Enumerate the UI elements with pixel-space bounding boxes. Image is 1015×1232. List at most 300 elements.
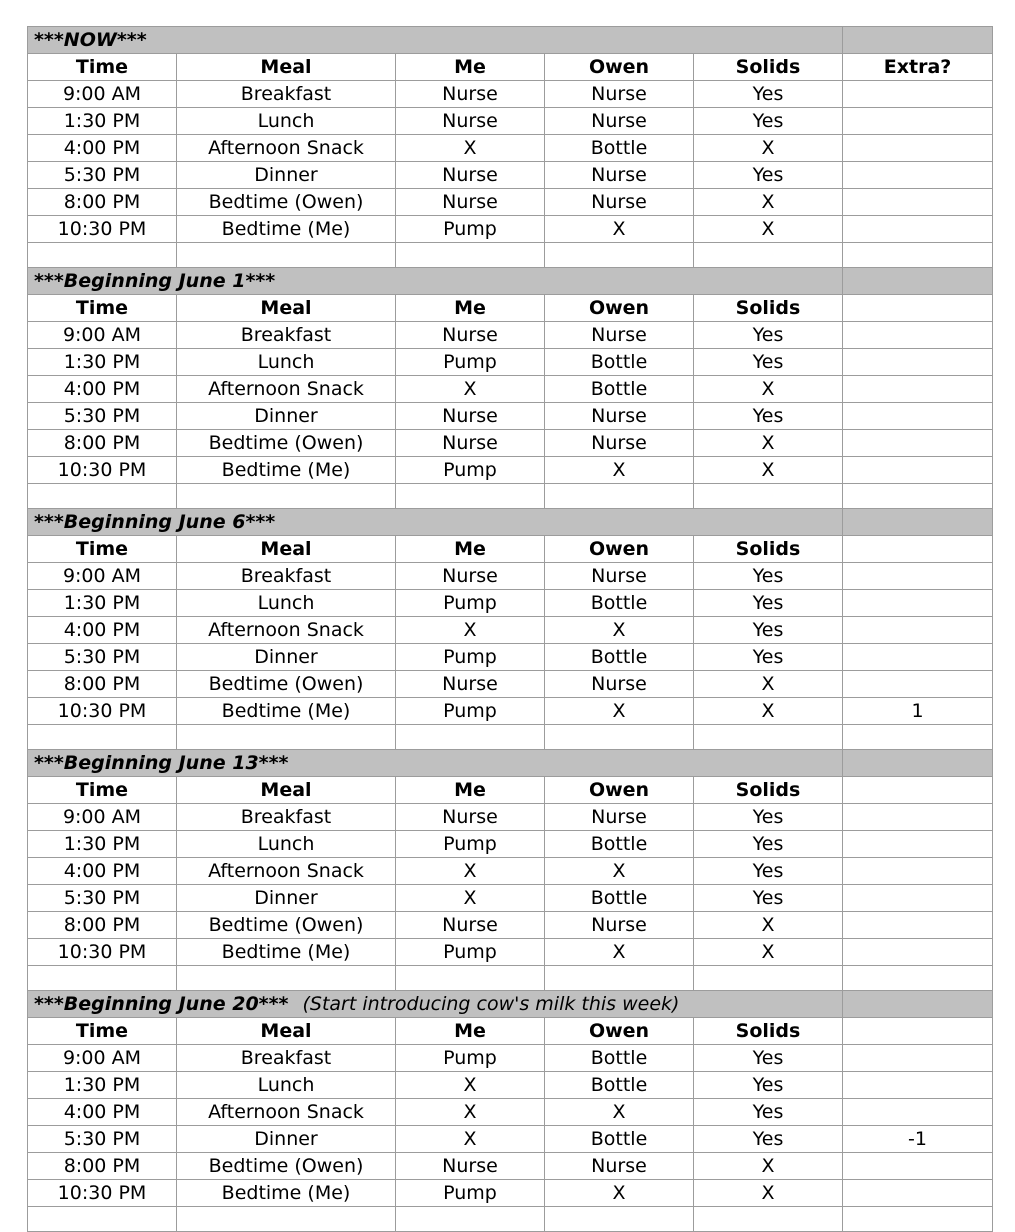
table-cell: Bedtime (Me) [177, 216, 396, 243]
table-cell: Yes [694, 81, 843, 108]
table-cell: 10:30 PM [28, 1180, 177, 1207]
table-cell: X [694, 912, 843, 939]
table-cell: Nurse [545, 189, 694, 216]
blank-cell [396, 484, 545, 509]
section-title-row [28, 27, 993, 54]
column-header: Solids [694, 295, 843, 322]
table-cell: Yes [694, 831, 843, 858]
table-cell: Yes [694, 108, 843, 135]
table-cell [843, 804, 993, 831]
table-cell: Yes [694, 1072, 843, 1099]
table-cell: Dinner [177, 162, 396, 189]
table-cell: 1:30 PM [28, 831, 177, 858]
table-cell: Bedtime (Owen) [177, 1153, 396, 1180]
table-cell: 5:30 PM [28, 1126, 177, 1153]
table-cell: Dinner [177, 885, 396, 912]
table-row [28, 563, 993, 590]
table-cell: Yes [694, 1126, 843, 1153]
section-title-text: ***Beginning June 1*** [34, 270, 276, 292]
table-cell: Nurse [545, 81, 694, 108]
table-cell: Nurse [545, 671, 694, 698]
table-cell: Yes [694, 617, 843, 644]
column-header: Solids [694, 536, 843, 563]
table-cell [843, 108, 993, 135]
table-row [28, 376, 993, 403]
blank-cell [545, 484, 694, 509]
table-cell: Bedtime (Owen) [177, 671, 396, 698]
table-cell: X [694, 1153, 843, 1180]
table-cell: Nurse [545, 322, 694, 349]
blank-cell [28, 725, 177, 750]
column-header: Owen [545, 777, 694, 804]
table-cell: 4:00 PM [28, 135, 177, 162]
table-cell: Afternoon Snack [177, 858, 396, 885]
column-header: Meal [177, 54, 396, 81]
table-cell: Nurse [396, 81, 545, 108]
column-header: Me [396, 536, 545, 563]
blank-cell [396, 243, 545, 268]
table-cell [843, 671, 993, 698]
table-cell: Bottle [545, 885, 694, 912]
blank-cell [843, 1207, 993, 1232]
table-row [28, 858, 993, 885]
table-cell: X [545, 457, 694, 484]
column-header-row [28, 54, 993, 81]
table-cell: Yes [694, 804, 843, 831]
table-cell: Bottle [545, 376, 694, 403]
column-header: Time [28, 54, 177, 81]
table-cell: X [545, 617, 694, 644]
column-header: Time [28, 536, 177, 563]
blank-cell [177, 484, 396, 509]
table-cell: Nurse [545, 162, 694, 189]
section-title-blank-cell [843, 991, 993, 1018]
column-header [843, 295, 993, 322]
table-cell: Pump [396, 590, 545, 617]
table-cell: Bedtime (Owen) [177, 912, 396, 939]
table-cell: Breakfast [177, 322, 396, 349]
table-cell: Nurse [545, 108, 694, 135]
table-cell: Yes [694, 563, 843, 590]
table-cell: Pump [396, 1045, 545, 1072]
section-note: (Start introducing cow's milk this week) [302, 993, 680, 1015]
blank-cell [694, 1207, 843, 1232]
column-header [843, 777, 993, 804]
column-header-row [28, 777, 993, 804]
column-header [843, 536, 993, 563]
table-cell: Bottle [545, 590, 694, 617]
table-cell: Nurse [396, 189, 545, 216]
table-cell: X [396, 376, 545, 403]
table-cell: Dinner [177, 644, 396, 671]
table-cell: 8:00 PM [28, 912, 177, 939]
table-cell: Nurse [545, 804, 694, 831]
table-cell: Dinner [177, 403, 396, 430]
table-cell: 9:00 AM [28, 804, 177, 831]
table-cell: Yes [694, 322, 843, 349]
column-header-row [28, 1018, 993, 1045]
table-cell: Bedtime (Me) [177, 457, 396, 484]
table-row [28, 403, 993, 430]
blank-cell [694, 484, 843, 509]
table-cell: Bottle [545, 1045, 694, 1072]
table-cell: Yes [694, 644, 843, 671]
table-cell: Bottle [545, 1072, 694, 1099]
column-header: Owen [545, 295, 694, 322]
section-title-row [28, 268, 993, 295]
table-cell: Pump [396, 349, 545, 376]
column-header: Time [28, 1018, 177, 1045]
table-row [28, 590, 993, 617]
table-cell: Nurse [545, 1153, 694, 1180]
section-title [28, 268, 843, 295]
table-cell [843, 376, 993, 403]
table-cell: Pump [396, 457, 545, 484]
section-title-text: ***Beginning June 6*** [34, 511, 276, 533]
table-row [28, 1126, 993, 1153]
table-cell [843, 644, 993, 671]
table-cell: 1:30 PM [28, 1072, 177, 1099]
section-title-blank-cell [843, 268, 993, 295]
table-cell: Yes [694, 1099, 843, 1126]
table-cell: X [694, 216, 843, 243]
blank-cell [843, 484, 993, 509]
table-cell: Yes [694, 858, 843, 885]
table-row [28, 617, 993, 644]
blank-cell [28, 1207, 177, 1232]
table-cell: Yes [694, 349, 843, 376]
blank-cell [694, 966, 843, 991]
table-cell: Nurse [396, 403, 545, 430]
section-title-text: ***NOW*** [34, 29, 147, 51]
blank-cell [545, 966, 694, 991]
column-header [843, 1018, 993, 1045]
table-row [28, 162, 993, 189]
table-cell [843, 430, 993, 457]
table-cell: 4:00 PM [28, 858, 177, 885]
table-cell: Afternoon Snack [177, 617, 396, 644]
table-cell: Nurse [396, 108, 545, 135]
table-cell: X [545, 216, 694, 243]
table-row [28, 671, 993, 698]
blank-cell [545, 243, 694, 268]
section-title-row [28, 750, 993, 777]
table-cell: Yes [694, 1045, 843, 1072]
table-cell: X [545, 939, 694, 966]
table-cell: Bedtime (Me) [177, 1180, 396, 1207]
section-title-row [28, 991, 993, 1018]
table-cell: 5:30 PM [28, 885, 177, 912]
table-cell: X [396, 135, 545, 162]
table-cell: X [545, 1180, 694, 1207]
table-cell: 4:00 PM [28, 617, 177, 644]
table-cell [843, 1099, 993, 1126]
table-cell: Bottle [545, 644, 694, 671]
table-cell: Lunch [177, 108, 396, 135]
table-cell: Nurse [396, 671, 545, 698]
table-row [28, 831, 993, 858]
table-cell: X [694, 189, 843, 216]
table-cell [843, 403, 993, 430]
table-cell: X [545, 698, 694, 725]
table-cell: Nurse [396, 322, 545, 349]
table-cell: Pump [396, 939, 545, 966]
table-row [28, 430, 993, 457]
column-header: Me [396, 777, 545, 804]
column-header: Meal [177, 295, 396, 322]
table-cell: 8:00 PM [28, 1153, 177, 1180]
table-row [28, 804, 993, 831]
table-cell: Bottle [545, 349, 694, 376]
table-cell: X [396, 1072, 545, 1099]
table-cell [843, 349, 993, 376]
table-cell: Nurse [545, 403, 694, 430]
table-cell: Nurse [396, 1153, 545, 1180]
table-cell: 4:00 PM [28, 1099, 177, 1126]
table-cell: X [396, 885, 545, 912]
column-header: Meal [177, 536, 396, 563]
table-cell [843, 189, 993, 216]
table-cell: Nurse [545, 912, 694, 939]
table-cell [843, 1045, 993, 1072]
section-title-blank-cell [843, 750, 993, 777]
table-row [28, 1099, 993, 1126]
table-cell: 8:00 PM [28, 430, 177, 457]
section-title [28, 991, 843, 1018]
table-cell: X [396, 1099, 545, 1126]
column-header: Meal [177, 777, 396, 804]
table-cell: Nurse [545, 430, 694, 457]
table-cell [843, 81, 993, 108]
blank-cell [28, 484, 177, 509]
column-header: Owen [545, 1018, 694, 1045]
section-title-row [28, 509, 993, 536]
table-cell: Yes [694, 162, 843, 189]
blank-cell [28, 966, 177, 991]
table-cell: Lunch [177, 590, 396, 617]
table-row [28, 1045, 993, 1072]
table-cell: 10:30 PM [28, 216, 177, 243]
column-header: Me [396, 295, 545, 322]
table-cell [843, 858, 993, 885]
blank-row [28, 966, 993, 991]
table-cell: Yes [694, 885, 843, 912]
table-cell: 8:00 PM [28, 671, 177, 698]
column-header: Time [28, 295, 177, 322]
table-cell: 9:00 AM [28, 81, 177, 108]
table-cell: X [694, 939, 843, 966]
table-row [28, 912, 993, 939]
table-cell: X [694, 430, 843, 457]
column-header: Extra? [843, 54, 993, 81]
table-cell [843, 1180, 993, 1207]
blank-cell [843, 725, 993, 750]
blank-cell [694, 725, 843, 750]
table-cell: Pump [396, 831, 545, 858]
table-cell: Bedtime (Me) [177, 939, 396, 966]
table-cell: Pump [396, 698, 545, 725]
blank-cell [396, 966, 545, 991]
table-cell [843, 617, 993, 644]
table-cell: Nurse [396, 912, 545, 939]
section-title [28, 750, 843, 777]
table-cell: Nurse [396, 563, 545, 590]
table-cell: X [396, 617, 545, 644]
table-cell: 10:30 PM [28, 698, 177, 725]
section-title-blank-cell [843, 509, 993, 536]
table-cell [843, 322, 993, 349]
table-cell: Bottle [545, 831, 694, 858]
table-cell: 9:00 AM [28, 1045, 177, 1072]
blank-cell [843, 966, 993, 991]
table-cell: Afternoon Snack [177, 135, 396, 162]
column-header: Me [396, 54, 545, 81]
column-header: Solids [694, 1018, 843, 1045]
schedule-table [27, 26, 993, 1232]
blank-row [28, 1207, 993, 1232]
blank-cell [545, 725, 694, 750]
column-header: Solids [694, 54, 843, 81]
table-cell: 1:30 PM [28, 590, 177, 617]
table-cell: X [694, 457, 843, 484]
blank-cell [28, 243, 177, 268]
table-row [28, 108, 993, 135]
table-cell: X [694, 671, 843, 698]
table-cell: Bottle [545, 1126, 694, 1153]
table-cell: X [545, 858, 694, 885]
table-cell: 1:30 PM [28, 349, 177, 376]
table-cell: Afternoon Snack [177, 1099, 396, 1126]
table-cell: X [396, 858, 545, 885]
table-cell: Bedtime (Me) [177, 698, 396, 725]
table-row [28, 189, 993, 216]
section-title [28, 509, 843, 536]
table-cell: X [545, 1099, 694, 1126]
table-cell [843, 1153, 993, 1180]
table-cell [843, 912, 993, 939]
column-header: Owen [545, 54, 694, 81]
table-cell: Dinner [177, 1126, 396, 1153]
table-row [28, 885, 993, 912]
table-cell: Nurse [396, 430, 545, 457]
table-row [28, 349, 993, 376]
table-cell: X [694, 698, 843, 725]
table-cell: Bottle [545, 135, 694, 162]
table-cell: Yes [694, 590, 843, 617]
table-cell: Nurse [396, 804, 545, 831]
table-cell: -1 [843, 1126, 993, 1153]
blank-cell [843, 243, 993, 268]
blank-cell [396, 1207, 545, 1232]
table-cell [843, 135, 993, 162]
blank-cell [177, 966, 396, 991]
table-cell: Pump [396, 644, 545, 671]
table-cell [843, 939, 993, 966]
table-cell: Breakfast [177, 81, 396, 108]
column-header: Time [28, 777, 177, 804]
table-cell: 5:30 PM [28, 162, 177, 189]
table-row [28, 939, 993, 966]
table-cell: 9:00 AM [28, 563, 177, 590]
table-row [28, 698, 993, 725]
table-cell: X [694, 376, 843, 403]
table-cell: Afternoon Snack [177, 376, 396, 403]
table-cell: Nurse [545, 563, 694, 590]
table-cell [843, 162, 993, 189]
blank-cell [177, 243, 396, 268]
table-cell: X [396, 1126, 545, 1153]
column-header: Meal [177, 1018, 396, 1045]
table-cell: 4:00 PM [28, 376, 177, 403]
table-row [28, 1072, 993, 1099]
table-cell: 1:30 PM [28, 108, 177, 135]
table-cell: Breakfast [177, 563, 396, 590]
section-title-text: ***Beginning June 20*** [34, 993, 289, 1015]
table-row [28, 81, 993, 108]
table-cell: Yes [694, 403, 843, 430]
table-cell: Pump [396, 1180, 545, 1207]
blank-row [28, 725, 993, 750]
table-cell: 10:30 PM [28, 939, 177, 966]
table-row [28, 1180, 993, 1207]
section-title [28, 27, 843, 54]
section-title-blank-cell [843, 27, 993, 54]
table-cell: Pump [396, 216, 545, 243]
table-cell: Lunch [177, 1072, 396, 1099]
table-cell: 1 [843, 698, 993, 725]
table-cell [843, 457, 993, 484]
column-header-row [28, 536, 993, 563]
table-cell: 10:30 PM [28, 457, 177, 484]
column-header: Me [396, 1018, 545, 1045]
table-row [28, 216, 993, 243]
table-row [28, 1153, 993, 1180]
table-cell: Lunch [177, 831, 396, 858]
blank-row [28, 484, 993, 509]
blank-row [28, 243, 993, 268]
section-title-text: ***Beginning June 13*** [34, 752, 289, 774]
table-cell [843, 590, 993, 617]
table-cell: Breakfast [177, 804, 396, 831]
table-cell [843, 563, 993, 590]
table-row [28, 457, 993, 484]
column-header: Solids [694, 777, 843, 804]
table-cell: 5:30 PM [28, 403, 177, 430]
table-cell: Lunch [177, 349, 396, 376]
blank-cell [177, 725, 396, 750]
table-row [28, 135, 993, 162]
table-cell [843, 216, 993, 243]
feeding-schedule-sheet [27, 26, 992, 1204]
table-row [28, 322, 993, 349]
blank-cell [694, 243, 843, 268]
table-cell: Nurse [396, 162, 545, 189]
table-cell: X [694, 1180, 843, 1207]
column-header-row [28, 295, 993, 322]
table-cell [843, 1072, 993, 1099]
blank-cell [396, 725, 545, 750]
table-row [28, 644, 993, 671]
table-cell [843, 885, 993, 912]
table-cell: 8:00 PM [28, 189, 177, 216]
column-header: Owen [545, 536, 694, 563]
table-cell: Bedtime (Owen) [177, 430, 396, 457]
blank-cell [545, 1207, 694, 1232]
table-cell [843, 831, 993, 858]
table-cell: Bedtime (Owen) [177, 189, 396, 216]
table-cell: 9:00 AM [28, 322, 177, 349]
table-cell: Breakfast [177, 1045, 396, 1072]
